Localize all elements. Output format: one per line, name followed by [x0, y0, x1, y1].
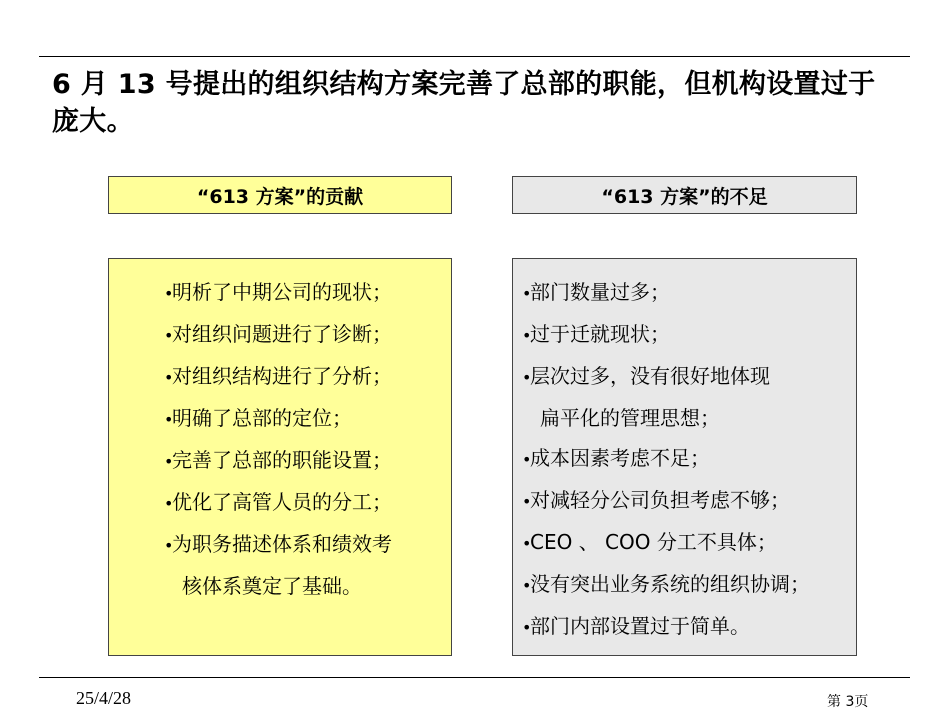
bullet-icon: •: [522, 492, 532, 511]
bottom-divider: [39, 677, 910, 678]
list-item: •部门内部设置过于简单。: [522, 606, 810, 648]
list-item: •优化了高管人员的分工；: [164, 482, 392, 524]
bullet-icon: •: [522, 534, 532, 553]
list-item: •对组织问题进行了诊断；: [164, 314, 392, 356]
list-item: •对减轻分公司负担考虑不够；: [522, 480, 810, 522]
bullet-icon: •: [164, 368, 174, 387]
list-item: •为职务描述体系和绩效考: [164, 524, 392, 566]
list-item: •完善了总部的职能设置；: [164, 440, 392, 482]
list-item: •明确了总部的定位；: [164, 398, 392, 440]
bullet-icon: •: [522, 326, 532, 345]
list-item-continuation: 扁平化的管理思想；: [540, 406, 720, 430]
list-item: •没有突出业务系统的组织协调；: [522, 564, 810, 606]
bullet-icon: •: [522, 368, 532, 387]
shortcoming-box: [512, 258, 857, 656]
bullet-icon: •: [164, 410, 174, 429]
bullet-icon: •: [522, 576, 532, 595]
shortcoming-list: [522, 272, 810, 648]
bullet-icon: •: [522, 450, 532, 469]
bullet-icon: •: [522, 284, 532, 303]
list-item-continuation: 核体系奠定了基础。: [182, 574, 362, 598]
list-item: •过于迁就现状；: [522, 314, 810, 356]
list-item: •CEO 、 COO 分工不具体；: [522, 522, 810, 564]
slide-title: 6 月 13 号提出的组织结构方案完善了总部的职能，但机构设置过于庞大。: [52, 69, 876, 137]
list-item: •部门数量过多；: [522, 272, 810, 314]
bullet-icon: •: [164, 284, 174, 303]
list-item: •对组织结构进行了分析；: [164, 356, 392, 398]
bullet-icon: •: [164, 326, 174, 345]
shortcoming-label: “613 方案”的不足: [512, 176, 857, 214]
contribution-list: [164, 272, 392, 606]
page-number: 第 3页: [827, 694, 869, 710]
bullet-icon: •: [164, 536, 174, 555]
contribution-label: “613 方案”的贡献: [108, 176, 452, 214]
top-divider: [39, 56, 910, 57]
list-item: •成本因素考虑不足；: [522, 438, 810, 480]
footer-date: 25/4/28: [76, 688, 132, 708]
list-item: •层次过多，没有很好地体现: [522, 356, 810, 398]
bullet-icon: •: [164, 452, 174, 471]
bullet-icon: •: [164, 494, 174, 513]
contribution-box: [108, 258, 452, 656]
list-item: •明析了中期公司的现状；: [164, 272, 392, 314]
bullet-icon: •: [522, 618, 532, 637]
